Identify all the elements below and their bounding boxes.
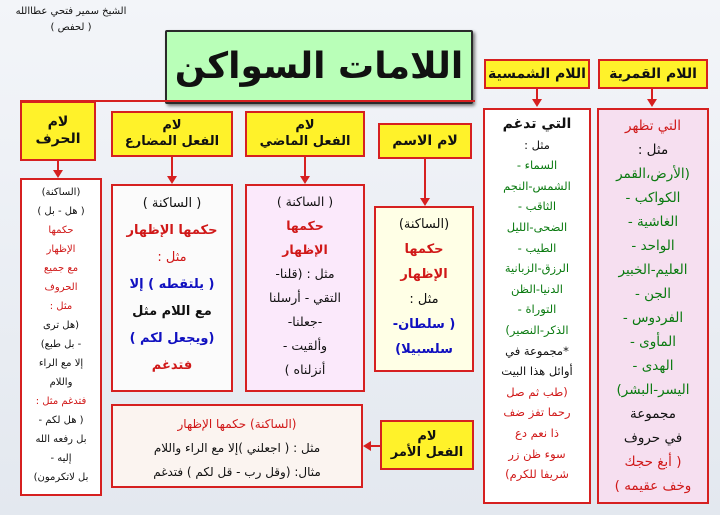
amr-line: مثل : ( اجعلني )إلا مع الراء واللام	[153, 441, 321, 455]
harf-line: إليه -	[50, 453, 72, 464]
qamariya-line: الهدى -	[632, 358, 674, 374]
madi-line: -جعلنا-	[287, 314, 323, 329]
ism-line: حكمها	[404, 242, 444, 257]
header-harf	[20, 101, 96, 161]
page-title-text: اللامات السواكن	[174, 46, 464, 88]
harf-line: (الساكنة)	[41, 187, 81, 198]
mudari-line: حكمها الإظهار	[126, 223, 218, 238]
harf-line: - بل طبع)	[40, 339, 82, 350]
header-mudari-line: الفعل المضارع	[124, 134, 220, 149]
arrow-down-icon	[420, 198, 430, 206]
mudari-line: (ويجعل لكم )	[129, 331, 215, 346]
qamariya-line: الواحد -	[631, 238, 675, 254]
connector	[304, 157, 306, 177]
header-mudari	[111, 111, 233, 157]
ism-line: ( سلطان-	[392, 317, 456, 332]
harf-box	[20, 178, 102, 496]
shamsiya-line: (طب ثم صل	[506, 384, 568, 399]
madi-line: أنزلناه )	[284, 362, 326, 377]
shamsiya-line: أوائل هذا البيت	[501, 364, 573, 379]
mudari-line: مع اللام مثل	[132, 304, 212, 319]
shamsiya-line: التوراة -	[517, 302, 557, 317]
header-shamsiya	[484, 59, 590, 89]
header-shamsiya-text: اللام الشمسية	[488, 65, 586, 82]
harf-line: مع جميع	[43, 263, 79, 274]
qamariya-line: مجموعة	[629, 406, 677, 422]
shamsiya-line: رحما تفز ضف	[503, 405, 571, 420]
ism-line: الإظهار	[400, 267, 448, 282]
header-harf-line: الحرف	[35, 131, 81, 147]
mudari-line: ( الساكنة )	[142, 196, 202, 211]
harf-line: فتدغم مثل :	[35, 396, 87, 407]
qamariya-line: الفردوس -	[622, 310, 684, 326]
shamsiya-line: الطيب -	[517, 240, 557, 255]
shamsiya-box	[483, 108, 591, 504]
qamariya-line: في حروف	[623, 430, 683, 446]
header-madi	[245, 111, 365, 157]
header-amr	[380, 420, 474, 470]
header-madi-line: الفعل الماضي	[259, 134, 351, 149]
connector	[424, 159, 426, 199]
qamariya-line: ( أبغ حجك	[624, 454, 682, 470]
mudari-line: ( يلتقطه ) إلا	[129, 277, 215, 292]
qamariya-line: الجن -	[634, 286, 672, 302]
connector	[171, 157, 173, 177]
harf-line: ( هل - بل )	[37, 206, 85, 217]
harf-line: بل رفعه الله	[35, 434, 87, 445]
shamsiya-line: الضحى-الليل	[506, 219, 568, 234]
header-amr-line: لام	[417, 429, 437, 445]
shamsiya-line: الرزق-الزبانية	[504, 261, 570, 276]
madi-box	[245, 184, 365, 392]
madi-line: وألقيت -	[282, 338, 328, 353]
shamsiya-line: الدنيا-الظن	[511, 281, 563, 296]
amr-line: (الساكنة) حكمها الإظهار	[177, 417, 297, 431]
amr-box	[111, 404, 363, 488]
arrow-down-icon	[167, 176, 177, 184]
qamariya-line: التي تظهر	[625, 118, 681, 134]
author-name: الشيخ سمير فتحي عطاالله	[15, 6, 127, 17]
ism-line: (الساكنة)	[398, 217, 450, 232]
ism-box	[374, 206, 474, 372]
shamsiya-line: الثاقب -	[517, 199, 557, 214]
header-qamariya	[598, 59, 708, 89]
shamsiya-line: السماء -	[516, 158, 558, 173]
arrow-down-icon	[300, 176, 310, 184]
madi-line: التقي - أرسلنا	[269, 290, 341, 305]
mudari-box	[111, 184, 233, 392]
arrow-down-icon	[53, 170, 63, 178]
header-ism	[378, 123, 472, 159]
qamariya-line: (الأرض،القمر	[616, 166, 690, 182]
author-tag: ( لحفص )	[50, 21, 92, 33]
shamsiya-line: التي تدغم	[502, 116, 572, 132]
harf-line: ( هل لكم -	[38, 415, 84, 426]
header-ism-text: لام الاسم	[392, 132, 458, 149]
madi-line: ( الساكنة )	[276, 194, 334, 209]
shamsiya-line: سوء ظن زر	[508, 446, 566, 461]
arrow-down-icon	[532, 99, 542, 107]
shamsiya-line: الذكر-النصير)	[505, 322, 569, 337]
amr-line: مثال: (وقل رب - قل لكم ) فتدغم	[153, 465, 321, 479]
mudari-line: مثل :	[157, 250, 187, 265]
madi-line: الإظهار	[282, 242, 328, 257]
harf-line: الحروف	[44, 282, 78, 293]
harf-line: واللام	[49, 377, 73, 388]
header-qamariya-text: اللام القمرية	[609, 65, 697, 82]
ism-line: مثل :	[409, 292, 439, 307]
shamsiya-line: ذا نعم دع	[514, 425, 559, 440]
qamariya-box	[597, 108, 709, 504]
harf-line: مثل :	[49, 301, 73, 312]
mudari-line: فتدغم	[151, 358, 193, 373]
harf-line: بل لاتكرمون)	[33, 472, 89, 483]
shamsiya-line: *مجموعة في	[505, 343, 569, 358]
qamariya-line: الغاشية -	[627, 214, 679, 230]
arrow-left-icon	[363, 441, 371, 451]
author-credit	[6, 4, 136, 44]
shamsiya-line: الشمس-النجم	[503, 178, 571, 193]
shamsiya-line: شريفا للكرم)	[505, 467, 569, 482]
madi-line: مثل : (قلنا-	[275, 266, 335, 281]
qamariya-line: مثل :	[637, 142, 669, 158]
qamariya-line: المأوى -	[629, 334, 677, 350]
qamariya-line: العليم-الخبير	[618, 262, 688, 278]
ism-line: سلسبيلا)	[395, 342, 453, 357]
arrow-down-icon	[647, 99, 657, 107]
shamsiya-line: مثل :	[524, 137, 550, 152]
harf-line: الإظهار	[46, 244, 76, 255]
page-title	[165, 30, 473, 104]
qamariya-line: الكواكب -	[625, 190, 681, 206]
harf-line: إلا مع الراء	[38, 358, 84, 369]
header-harf-line: لام	[47, 114, 69, 131]
madi-line: حكمها	[286, 218, 324, 233]
qamariya-line: اليسر-البشر)	[616, 382, 690, 398]
qamariya-line: وخف عقيمه )	[614, 478, 692, 494]
harf-line: (هل ترى	[42, 320, 80, 331]
header-madi-line: لام	[295, 118, 315, 134]
header-mudari-line: لام	[162, 118, 182, 134]
harf-line: حكمها	[48, 225, 74, 236]
header-amr-line: الفعل الأمر	[390, 445, 464, 460]
connector	[370, 445, 380, 447]
